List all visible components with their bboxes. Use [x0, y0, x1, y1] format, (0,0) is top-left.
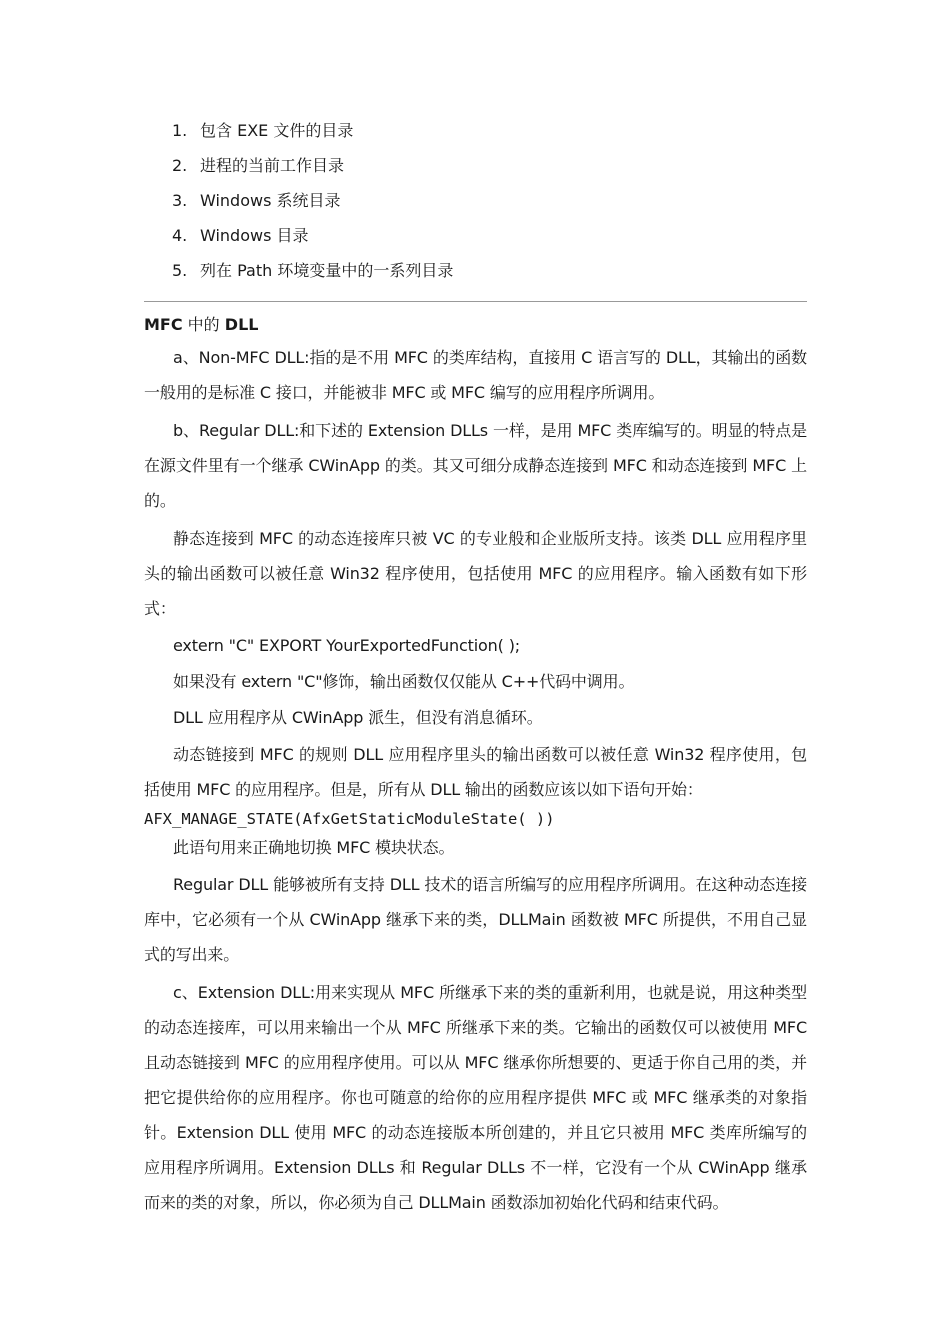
paragraph-cwinapp-derive: DLL 应用程序从 CWinApp 派生，但没有消息循环。 — [173, 708, 543, 727]
paragraph-extern-note: 如果没有 extern "C"修饰，输出函数仅仅能从 C++代码中调用。 — [173, 672, 635, 691]
paragraph-regular-dll: b、Regular DLL:和下述的 Extension DLLs 一样，是用 MFC 类库编写的。明显的特点是在源文件里有一个继承 CWinApp 的类。其又可细分成静态连接到 MFC 和动态连接到 MFC 上的。 — [144, 421, 807, 510]
list-item — [172, 188, 453, 223]
list-item-number: 5. — [172, 261, 188, 280]
dll-search-order-list — [172, 118, 453, 293]
heading-mfc: MFC — [144, 315, 183, 334]
list-item-text: Windows 系统目录 — [200, 191, 341, 210]
list-item-text: Windows 目录 — [200, 226, 309, 245]
list-item-text: 包含 EXE 文件的目录 — [200, 121, 354, 140]
mfc-dll-section — [144, 310, 807, 1223]
paragraph-module-state: 此语句用来正确地切换 MFC 模块状态。 — [173, 838, 455, 857]
list-item-number: 2. — [172, 156, 188, 175]
heading-dll: DLL — [224, 315, 259, 334]
section-heading — [144, 310, 807, 340]
list-item — [172, 258, 453, 293]
paragraph-extern-declaration: extern "C" EXPORT YourExportedFunction( ); — [173, 636, 521, 655]
paragraph-extension-dll: c、Extension DLL:用来实现从 MFC 所继承下来的类的重新利用，也就是说，用这种类型的动态连接库，可以用来输出一个从 MFC 所继承下来的类。它输出的函数仅可以被使用 MFC 且动态链接到 MFC 的应用程序使用。可以从 MFC 继承你所想要的、更适于你自己用的类，并把它提供给你的应用程序。你也可随意的给你的应用程序提供 MFC 或 MFC 继承类的对象指针。Extension DLL 使用 MFC 的动态连接版本所创建的，并且它只被用 MFC 类库所编写的应用程序所调用。Extension DLLs 和 Regular DLLs 不一样，它没有一个从 CWinApp 继承而来的类的对象，所以，你必须为自己 DLLMain 函数添加初始化代码和结束代码。 — [144, 983, 807, 1212]
list-item-number: 4. — [172, 226, 188, 245]
list-item — [172, 223, 453, 258]
list-item-number: 1. — [172, 121, 188, 140]
horizontal-divider — [144, 301, 807, 302]
list-item-text: 进程的当前工作目录 — [200, 156, 345, 175]
code-afx-manage-state: AFX_MANAGE_STATE(AfxGetStaticModuleState( )) — [144, 810, 555, 828]
paragraph-static-link: 静态连接到 MFC 的动态连接库只被 VC 的专业般和企业版所支持。该类 DLL 应用程序里头的输出函数可以被任意 Win32 程序使用，包括使用 MFC 的应用程序。输入函数有如下形式： — [144, 529, 807, 618]
paragraph-dynamic-link: 动态链接到 MFC 的规则 DLL 应用程序里头的输出函数可以被任意 Win32 程序使用，包括使用 MFC 的应用程序。但是，所有从 DLL 输出的函数应该以如下语句开始： — [144, 745, 807, 799]
heading-middle: 中的 — [182, 315, 225, 334]
paragraph-non-mfc-dll: a、Non-MFC DLL:指的是不用 MFC 的类库结构，直接用 C 语言写的 DLL，其输出的函数一般用的是标准 C 接口，并能被非 MFC 或 MFC 编写的应用程序所调用。 — [144, 348, 807, 402]
list-item — [172, 153, 453, 188]
list-item-number: 3. — [172, 191, 188, 210]
list-item-text: 列在 Path 环境变量中的一系列目录 — [200, 261, 454, 280]
paragraph-regular-dll-usage: Regular DLL 能够被所有支持 DLL 技术的语言所编写的应用程序所调用。在这种动态连接库中，它必须有一个从 CWinApp 继承下来的类，DLLMain 函数被 MFC 所提供，不用自己显式的写出来。 — [144, 875, 807, 964]
list-item — [172, 118, 453, 153]
